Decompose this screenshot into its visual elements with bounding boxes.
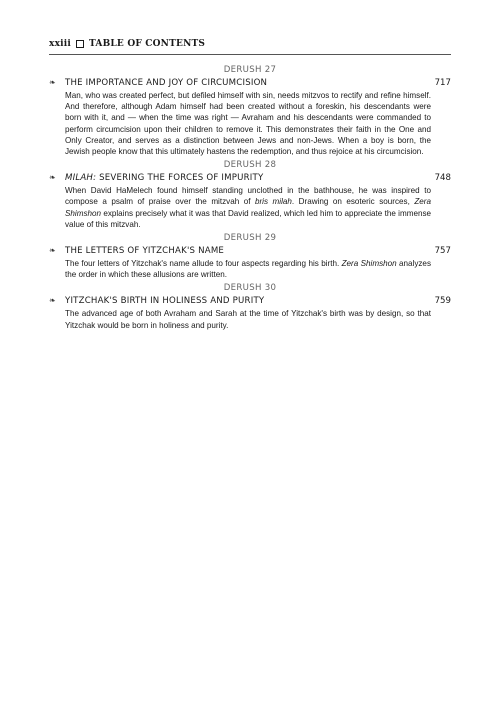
entry-heading-row xyxy=(49,245,451,257)
fleuron-bullet-icon: ❧ xyxy=(49,78,56,87)
italic-title-reference: bris milah xyxy=(254,197,292,207)
entry-title xyxy=(65,173,431,184)
running-head-title: TABLE OF CONTENTS xyxy=(89,39,206,49)
toc-entries xyxy=(49,65,451,331)
description-text: The advanced age of both Avraham and Sarah at the time of Yitzchak's birth was by design, so that Yitzchak would be born in holiness and purity. xyxy=(65,309,431,330)
fleuron-bullet-icon: ❧ xyxy=(49,246,56,256)
entry-title-text: THE LETTERS OF YITZCHAK'S NAME xyxy=(65,246,225,257)
entry-title xyxy=(65,78,431,89)
entry-description xyxy=(65,185,431,230)
entry-page-number: 757 xyxy=(434,246,451,257)
toc-entry xyxy=(49,233,451,280)
toc-entry xyxy=(49,160,451,230)
entry-description xyxy=(65,258,431,280)
entry-title-text: SEVERING THE FORCES OF IMPURITY xyxy=(96,173,264,184)
entry-title xyxy=(65,246,431,257)
entry-heading-row xyxy=(49,172,451,184)
italic-title-reference: Zera Shimshon xyxy=(65,197,431,218)
square-ornament-icon xyxy=(76,40,84,48)
description-text: When David HaMelech found himself standing unclothed in the bathhouse, he was inspired to compose a psalm of praise over the mitzvah of xyxy=(65,186,431,207)
italic-title-reference: Zera Shimshon xyxy=(341,259,397,269)
entry-page-number: 717 xyxy=(434,78,451,88)
toc-entry xyxy=(49,283,451,330)
derush-heading: DERUSH 27 xyxy=(223,65,277,75)
toc-page xyxy=(49,38,451,334)
entry-page-number: 748 xyxy=(434,173,451,184)
fleuron-bullet-icon: ❧ xyxy=(49,296,56,306)
entry-page-number: 759 xyxy=(434,296,451,307)
derush-heading: DERUSH 28 xyxy=(223,160,277,171)
description-text: Man, who was created perfect, but defiled himself with sin, needs mitzvos to rectify and refine himself. And therefore, although Adam himself had been created without a foreskin, his descendants were born with it, and — when the time was right — Avraham and his descendants were commanded to perform circumcision upon their children to remove it. This demonstrates their faith in the One and Only Creator, and serves as a distinction between Jews and non-Jews. When a boy is born, the Jewish people know that this ultimately hastens the redemption, and thus rejoice at his circumcision. xyxy=(65,91,431,157)
entry-title-text: YITZCHAK'S BIRTH IN HOLINESS AND PURITY xyxy=(65,296,265,307)
description-text: The four letters of Yitzchak's name allude to four aspects regarding his birth. xyxy=(65,259,342,269)
fleuron-bullet-icon: ❧ xyxy=(49,173,56,183)
derush-heading: DERUSH 29 xyxy=(223,233,277,244)
description-text: explains precisely what it was that David realized, which led him to appreciate the immense value of this mitzvah. xyxy=(65,208,431,229)
entry-description xyxy=(65,90,431,157)
entry-title-italic: MILAH: xyxy=(65,173,97,184)
entry-title xyxy=(65,296,431,307)
entry-heading-row xyxy=(49,295,451,307)
running-head xyxy=(49,38,451,55)
entry-description xyxy=(65,308,431,330)
entry-heading-row xyxy=(49,77,451,89)
toc-entry xyxy=(49,65,451,157)
entry-title-text: THE IMPORTANCE AND JOY OF CIRCUMCISION xyxy=(65,78,268,88)
page-number: xxiii xyxy=(49,39,71,49)
description-text: analyzes the order in which these allusions are written. xyxy=(65,259,431,280)
description-text: . Drawing on esoteric sources, xyxy=(291,197,415,207)
derush-heading: DERUSH 30 xyxy=(223,283,277,294)
